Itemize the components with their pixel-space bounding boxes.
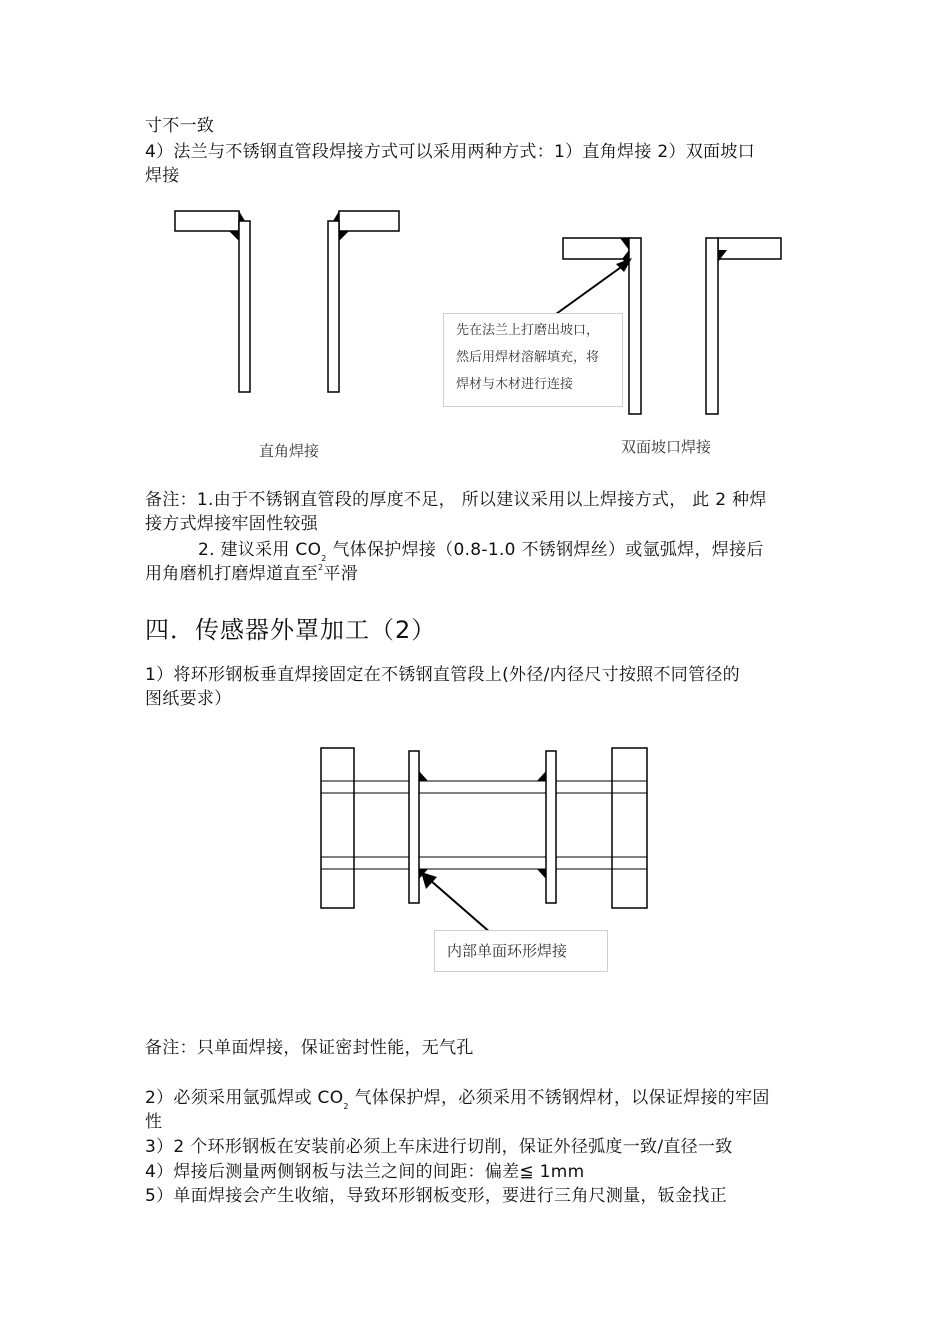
list-item: 3）2 个环形钢板在安装前必须上车床进行切削，保证外径弧度一致/直径一致 xyxy=(145,1137,733,1157)
list-item: 2）必须采用氩弧焊或 $CO_2$ 气体保护焊，必须采用不锈钢焊材，以保证焊接的牢固 xyxy=(145,1088,770,1111)
note-line: 2. 建议采用 $CO_2$ 气体保护焊接（0.8-1.0 不锈钢焊丝）或氩弧焊，焊接后 xyxy=(198,540,764,563)
list-item: 4）焊接后测量两侧钢板与法兰之间的间距：偏差≦ 1mm xyxy=(145,1162,585,1182)
section-heading: 四．传感器外罩加工（2） xyxy=(145,616,437,644)
ring-weld-callout-box xyxy=(434,930,608,972)
note-line: 接方式焊接牢固性较强 xyxy=(145,514,318,534)
text-line: 寸不一致 xyxy=(145,116,215,136)
callout-line: 先在法兰上打磨出坡口， xyxy=(456,323,600,338)
callout-line: 焊材与木材进行连接 xyxy=(456,377,574,392)
list-item: 性 xyxy=(145,1112,163,1132)
text-line: 1）将环形钢板垂直焊接固定在不锈钢直管段上(外径/内径尺寸按照不同管径的 xyxy=(145,665,740,685)
callout-line: 然后用焊材溶解填充，将 xyxy=(456,350,600,365)
caption-right-angle: 直角焊接 xyxy=(259,442,320,460)
note-line: 备注：1.由于不锈钢直管段的厚度不足， 所以建议采用以上焊接方式， 此 2 种焊 xyxy=(145,490,767,510)
note-line: 用角磨机打磨焊道直至$^2$平滑 xyxy=(145,563,358,584)
text-line: 图纸要求） xyxy=(145,689,232,709)
callout-text: 内部单面环形焊接 xyxy=(447,942,568,960)
text-line: 4）法兰与不锈钢直管段焊接方式可以采用两种方式：1）直角焊接 2）双面坡口 xyxy=(145,142,755,162)
caption-double-bevel: 双面坡口焊接 xyxy=(621,438,712,456)
note-line: 备注：只单面焊接，保证密封性能，无气孔 xyxy=(145,1038,474,1058)
text-line: 焊接 xyxy=(145,166,180,186)
list-item: 5）单面焊接会产生收缩，导致环形钢板变形，要进行三角尺测量，钣金找正 xyxy=(145,1186,728,1206)
